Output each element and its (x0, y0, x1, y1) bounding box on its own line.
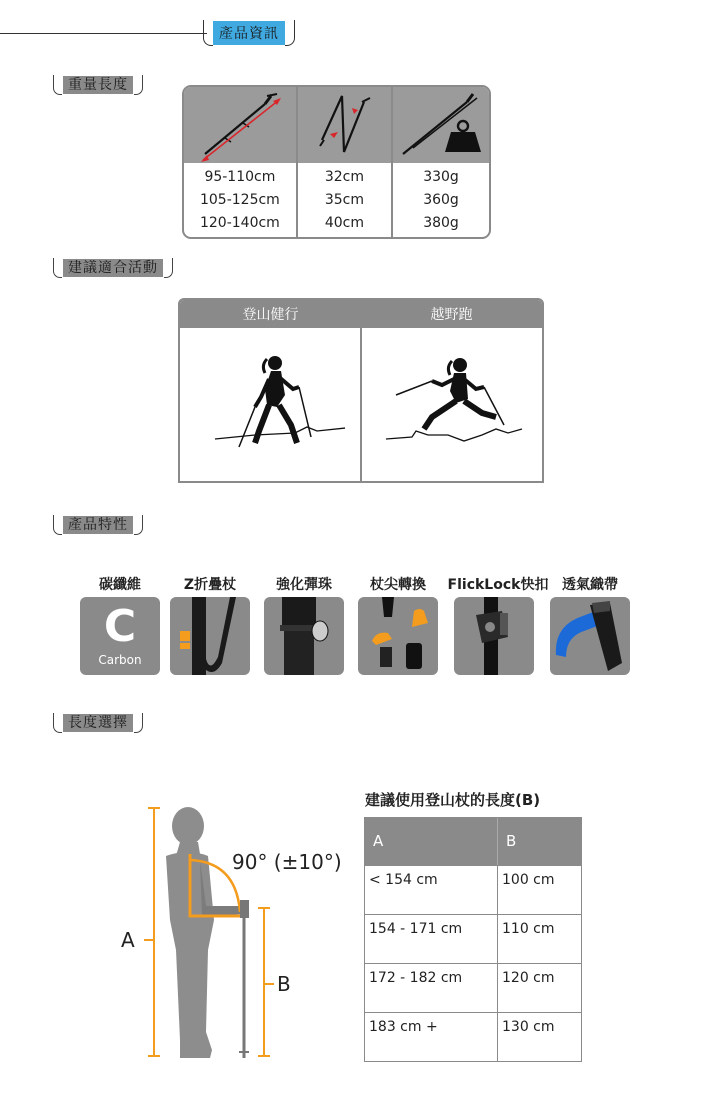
spec-weight-3: 380g (423, 214, 459, 231)
spec-folded-1: 32cm (324, 168, 364, 185)
label-a: A (121, 928, 135, 952)
spec-table (182, 85, 491, 239)
label-b: B (277, 972, 291, 996)
spec-folded-3: 40cm (324, 214, 364, 231)
activity-hiking-label: 登山健行 (242, 307, 299, 323)
z-fold-icon (170, 597, 250, 675)
spec-length-2: 105-125cm (199, 191, 280, 208)
spec-weight-2: 360g (423, 191, 459, 208)
spec-weight-1: 330g (423, 168, 459, 185)
carbon-icon (80, 597, 160, 675)
folded-pole-icon (298, 87, 391, 163)
weight-icon (393, 87, 489, 163)
section-label-length-choice: 長度選擇 (53, 713, 143, 733)
section-label-weight-length: 重量長度 (53, 75, 143, 95)
feature-label-strap: 透氣織帶 (562, 577, 618, 593)
spec-length-1: 95-110cm (204, 168, 276, 185)
length-table (364, 817, 582, 1062)
hiker-icon (180, 328, 360, 483)
tip-swap-icon (358, 597, 438, 675)
spec-folded-2: 35cm (324, 191, 364, 208)
length-table-header-b: B (506, 832, 517, 850)
table-row: 183 cm + 130 cm (365, 1012, 581, 1061)
feature-label-carbon: 碳纖維 (99, 577, 141, 593)
spec-length-3: 120-140cm (199, 214, 280, 231)
carbon-letter: C (103, 601, 137, 652)
feature-label-z-fold: Z折疊杖 (183, 577, 237, 593)
angle-label: 90° (±10°) (232, 850, 342, 874)
header-rule (0, 33, 207, 34)
activity-trail-running-label: 越野跑 (430, 307, 473, 323)
feature-label-reinforced: 強化彈珠 (276, 577, 332, 593)
spec-col-folded (296, 87, 391, 237)
section-label-activities: 建議適合活動 (53, 258, 173, 278)
reinforced-button-icon (264, 597, 344, 675)
section-label-features: 產品特性 (53, 515, 143, 535)
spec-col-length (184, 87, 296, 237)
carbon-caption: Carbon (98, 653, 142, 667)
person-height-diagram (110, 800, 360, 1070)
trail-runner-icon (360, 328, 542, 483)
spec-col-weight (391, 87, 489, 237)
feature-label-flicklock: FlickLock快扣 (447, 577, 549, 593)
strap-icon (550, 597, 630, 675)
feature-label-tip-swap: 杖尖轉換 (370, 577, 426, 593)
extended-pole-icon (184, 87, 296, 163)
activity-table (178, 298, 544, 483)
length-table-header-a: A (365, 818, 498, 865)
length-table-title: 建議使用登山杖的長度(B) (365, 791, 541, 809)
header-badge (203, 20, 295, 46)
table-row: 172 - 182 cm 120 cm (365, 963, 581, 1012)
flicklock-icon (454, 597, 534, 675)
table-row: 154 - 171 cm 110 cm (365, 914, 581, 963)
table-row: < 154 cm 100 cm (365, 865, 581, 914)
page-title: 產品資訊 (213, 21, 285, 45)
